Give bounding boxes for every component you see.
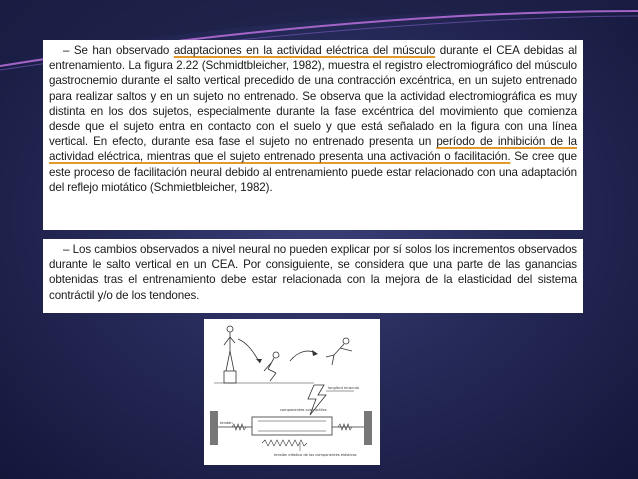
text-panel-adaptations [43,40,583,230]
paragraph-neural-changes: – Los cambios observados a nivel neural no pueden explicar por sí solos los incrementos observados durante le salto vertical en un CEA. Por consiguiente, se considera que una parte de las ganancias obtenidas tras el entrenamiento debe estar relacionada con la mejora de la elasticidad del sistema contráctil y/o de los tendones. [49,243,577,302]
figure-label-bottom: tensión elástica de los componentes elásticos [274,453,357,457]
figure-label-middle: componentes contráctiles [280,408,327,412]
stick-figure-jumping [326,338,352,365]
stick-figure-crouched [264,352,279,381]
figure-label-top: longitud músculo [328,386,359,390]
figure-jump-diagram [204,319,380,465]
p1-seg-4: Se cree que este proceso de facilitación neural debido al entrenamiento puede estar relacionado con una adaptación del reflejo miotático (Schmietbleicher, 1982). [49,150,578,194]
figure-label-left: tendón [220,421,233,425]
figure-drawing [204,319,380,465]
p1-seg-0: – Se han observado [63,44,174,57]
p1-seg-3-underlined: período de inhibición de la actividad eléctrica, mientras que el sujeto entrenado presenta una activación o facilitación. [49,135,577,164]
p1-seg-1-underlined: adaptaciones en la actividad eléctrica del músculo [173,44,436,57]
text-panel-neural-changes [43,239,583,313]
paragraph-adaptations [49,43,577,195]
p1-seg-2: durante el CEA debidas al entrenamiento. La figura 2.22 (Schmidtbleicher, 1982), muestra el registro electromiográfico del músculo gastrocnemio durante el salto vertical precedido de una contracción excéntrica, en un sujeto entrenado para realizar saltos y en un sujeto no entrenado. Se observa que la actividad electromiográfica es muy distinta en los dos sujetos, especialmente durante la fase excéntrica del movimiento que comienza desde que el sujeto entra en contacto con el suelo y que está señalado en la figura con una línea vertical. En efecto, durante esa fase el sujeto no entrenado presenta un [49,44,577,149]
stick-figure-standing [224,326,235,371]
